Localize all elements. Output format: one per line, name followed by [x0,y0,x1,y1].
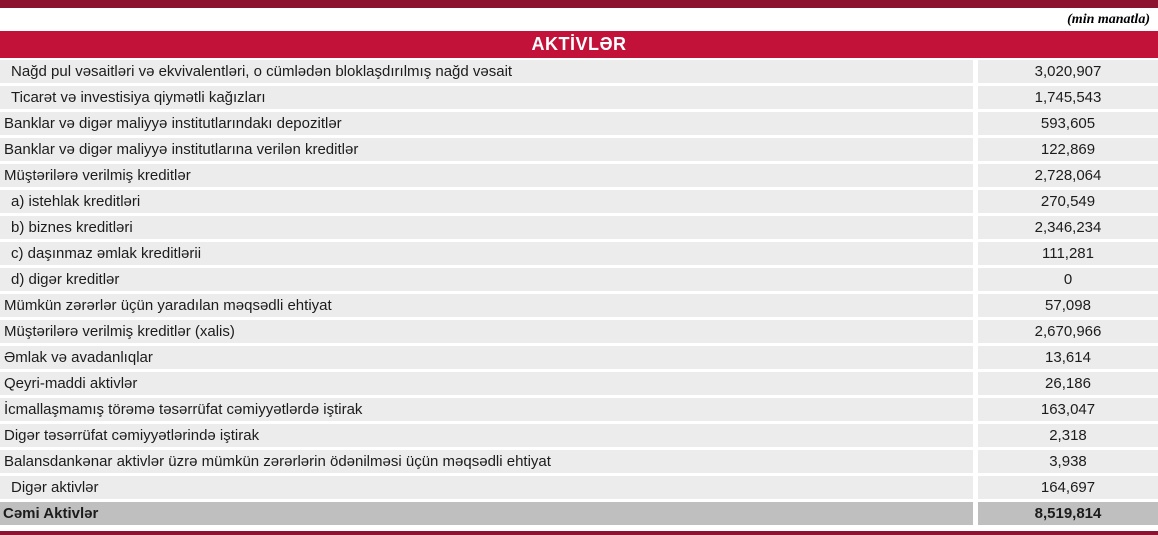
row-value: 26,186 [978,372,1158,395]
total-row [0,502,1158,525]
table-row [0,450,1158,473]
row-value: 122,869 [978,138,1158,161]
row-value: 270,549 [978,190,1158,213]
row-label: d) digər kreditlər [0,268,973,291]
row-label: Ticarət və investisiya qiymətli kağızları [0,86,973,109]
total-label: Cəmi Aktivlər [0,502,973,525]
table-row [0,138,1158,161]
row-label: Müştərilərə verilmiş kreditlər [0,164,973,187]
table-row [0,294,1158,317]
row-label: Digər təsərrüfat cəmiyyətlərində iştirak [0,424,973,447]
row-label: İcmallaşmamış törəmə təsərrüfat cəmiyyətlərdə iştirak [0,398,973,421]
row-label: a) istehlak kreditləri [0,190,973,213]
row-label: Əmlak və avadanlıqlar [0,346,973,369]
table-row [0,320,1158,343]
row-label: Müştərilərə verilmiş kreditlər (xalis) [0,320,973,343]
row-value: 2,728,064 [978,164,1158,187]
row-label: Banklar və digər maliyyə institutlarına verilən kreditlər [0,138,973,161]
row-value: 57,098 [978,294,1158,317]
table-row [0,424,1158,447]
table-row [0,268,1158,291]
row-value: 593,605 [978,112,1158,135]
table-row [0,60,1158,83]
row-label: Mümkün zərərlər üçün yaradılan məqsədli ehtiyat [0,294,973,317]
table-row [0,216,1158,239]
table-row [0,242,1158,265]
row-label: Balansdankənar aktivlər üzrə mümkün zərərlərin ödənilməsi üçün məqsədli ehtiyat [0,450,973,473]
top-rule [0,0,1158,8]
row-value: 13,614 [978,346,1158,369]
table-row [0,346,1158,369]
row-value: 2,670,966 [978,320,1158,343]
row-value: 0 [978,268,1158,291]
table-row [0,112,1158,135]
row-label: b) biznes kreditləri [0,216,973,239]
total-value: 8,519,814 [978,502,1158,525]
table-row [0,372,1158,395]
table-row [0,86,1158,109]
table-row [0,190,1158,213]
row-label: Digər aktivlər [0,476,973,499]
table-title: AKTİVLƏR [531,34,627,54]
row-label: Nağd pul vəsaitləri və ekvivalentləri, o cümlədən bloklaşdırılmış nağd vəsait [0,60,973,83]
row-label: Qeyri-maddi aktivlər [0,372,973,395]
unit-note: (min manatla) [1067,12,1150,27]
row-value: 2,346,234 [978,216,1158,239]
row-value: 163,047 [978,398,1158,421]
table-header [0,31,1158,58]
table-row [0,164,1158,187]
row-value: 2,318 [978,424,1158,447]
row-label: c) daşınmaz əmlak kreditlərii [0,242,973,265]
bottom-rule [0,531,1158,535]
row-value: 111,281 [978,242,1158,265]
table-row [0,476,1158,499]
table-rows [0,60,1158,499]
row-value: 164,697 [978,476,1158,499]
row-value: 3,938 [978,450,1158,473]
row-value: 1,745,543 [978,86,1158,109]
table-row [0,398,1158,421]
row-label: Banklar və digər maliyyə institutlarındakı depozitlər [0,112,973,135]
row-value: 3,020,907 [978,60,1158,83]
